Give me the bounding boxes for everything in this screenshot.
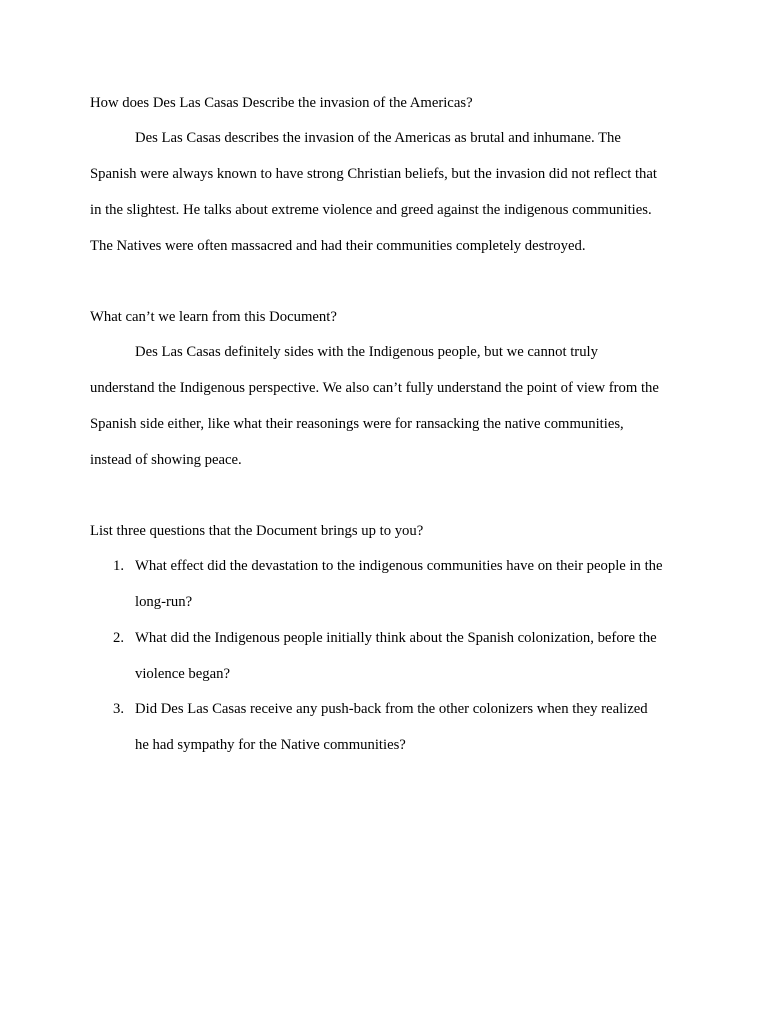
list-item-line: violence began?: [135, 666, 231, 682]
list-item-line: Did Des Las Casas receive any push-back from the other colonizers when they realized: [135, 701, 648, 717]
question-heading-1: How does Des Las Casas Describe the invasion of the Americas?: [90, 95, 473, 111]
answer-2-line: Spanish side either, like what their reasonings were for ransacking the native communities,: [90, 416, 624, 432]
answer-1-line: Spanish were always known to have strong Christian beliefs, but the invasion did not reflect that: [90, 166, 657, 182]
list-item-number: 3.: [113, 701, 125, 717]
answer-1-line: Des Las Casas describes the invasion of the Americas as brutal and inhumane. The: [135, 130, 621, 146]
answer-2-line: Des Las Casas definitely sides with the Indigenous people, but we cannot truly: [135, 344, 598, 360]
list-item-line: What did the Indigenous people initially think about the Spanish colonization, before the: [135, 630, 657, 646]
list-item-line: he had sympathy for the Native communities?: [135, 737, 406, 753]
answer-2-line: understand the Indigenous perspective. We also can’t fully understand the point of view from the: [90, 380, 659, 396]
question-heading-3: List three questions that the Document brings up to you?: [90, 523, 424, 539]
list-item-number: 1.: [113, 558, 125, 574]
answer-2-line: instead of showing peace.: [90, 452, 242, 468]
list-item-number: 2.: [113, 630, 125, 646]
question-heading-2: What can’t we learn from this Document?: [90, 309, 337, 325]
list-item-line: What effect did the devastation to the indigenous communities have on their people in the: [135, 558, 663, 574]
list-item-line: long-run?: [135, 594, 193, 610]
answer-1-line: in the slightest. He talks about extreme violence and greed against the indigenous communities.: [90, 202, 652, 218]
answer-1-line: The Natives were often massacred and had their communities completely destroyed.: [90, 238, 586, 254]
